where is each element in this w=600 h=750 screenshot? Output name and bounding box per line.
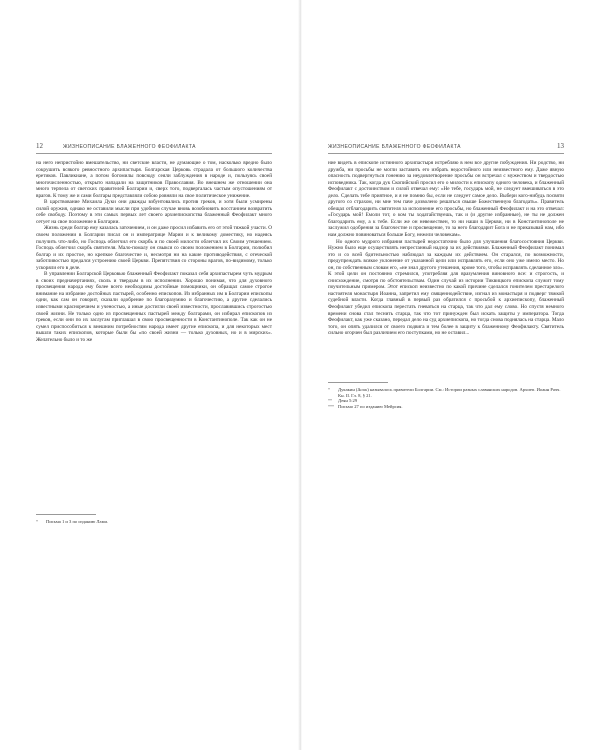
right-page-number: 13	[557, 142, 564, 150]
paragraph: Но одного мудрого избрания пастырей недостаточно было для улучшения благосостояния Церкви. Нужно было еще осуществлять непрестанный надзор за их действиями. Блаженный Феофилакт понимал это и со всей бдительностью наблюдал за каждым их действием. Он старался, по возможности, предупреждать всякое уклонение от указанной цели или исправлять его, если оно уже имело место. Но он, по собственным словам его, «не знал другого утешения, кроме того, чтобы исправлять сделанное зло». К этой цели он постоянно стремился, употребляя для вразумления виновного все: и строгость, и снисхождение, смотря по обстоятельствам. Один случай из истории Тиквицкого епископа служит тому поучительным примером. Этот епископ неизвестно по какой причине сделался гонителем престарелого настоятеля монастыря Иоанна, запретил ему священнодействие, изгнал из монастыря и подверг тяжкой судебной власти. Когда главный в первый раз обратился с просьбой к архиепископу, блаженный Феофилакт убедил епископа перестать гневаться на старца, так что дал ему слово. Но спустя немного времени снова стал теснить старца, так что тот принужден был искать защиты у императора. Тогда Феофилакт, как уже сказано, передал дело на суд архиепископа, но тогда снова поднялась на старца. Мало того, он опять удалился от своего подвига и тем более в защиту к блаженному Феофилакту. Святитель сильно огорчен был различием его поступками, но не оставил...	[328, 238, 564, 337]
footnote	[328, 404, 564, 410]
right-running-title: ЖИЗНЕОПИСАНИЕ БЛАЖЕННОГО ФЕОФИЛАКТА	[328, 144, 461, 150]
paragraph: В управлении Болгарской Церковью блаженный Феофилакт показал себя архипастырем чуть мудрым в своих предначертаниях, сколь и твердым в их исполнении. Хорошо понимая, что для духовного просвещения народа ему более всего необходимы достойные помощники, он обращал самое строгое внимание на избрание достойных пастырей, особенно епископов. Из избранных им в Болгарии епископы одни, как сам он говорит, сказали одобрение по благоразумию и благочестию, а другие сделались известными красноречием и ученостью, а иные достигли своей известности, прославившись строгостью своей жизни. Не только одно из просвещенных пастырей между болгарами, он избирал епископов из греков, если они по их заслугам приглашал в свою просвещенности в Константинополе. Так как он не сумел приспособиться к внешним потребностям народа имеет другие епископа, и для некоторых мест вышли таких епископов, которые были бы «по своей жизни — только духовных, но и в мирских». Желательно было и то же	[36, 271, 272, 343]
footnote-text: Письма 1 и 3 по изданию Лами.	[46, 519, 109, 524]
right-footnotes	[328, 382, 564, 409]
footnote-mark: *	[328, 387, 330, 392]
footnote-mark: ***	[328, 403, 334, 409]
footnote-rule	[36, 514, 96, 515]
right-running-head	[328, 142, 564, 154]
footnote-text: Письмо 27 по изданию Мейрсия.	[338, 403, 403, 409]
footnote-mark: *	[36, 519, 38, 524]
footnote-rule	[328, 382, 388, 383]
paragraph: Жизнь среди болгар ему казалась заточением, и он даже просил избавить его от этой тяжкой участи. О своем положении в Болгарии писал он и императрице Марии и к великому доместику, но надеясь получить что-либо, но Господь облегчил его скорбь и по своей милости облегчил их Своим утешением. Господь облегчил скорбь святителя. Мало-помалу он свыкся со своим положением в Болгарии, полюбил болгар и их простое, но крепкое благочестие и, несмотря ни на какие противодействия, с отеческой заботливостью предался устроению своей Церкви. Препятствия со стороны врагов, по-видимому, только ускоряли его в деле.	[36, 225, 272, 271]
right-body-text	[328, 160, 564, 337]
left-page	[36, 142, 272, 612]
paragraph: на него непристойно вмешательство, ни светские власти, не думающие о том, насколько вредно было сокрушить всякого ревностного архипастыря. Болгарская Церковь страдала от большого количества еретиков. Павликиане, а потом богомилы повсюду сеяли заблуждения в народе и, пользуясь своей многочисленностью, открыто нападали на защитников Православия. Во внешнем же отношении она много терпела от светских правителей Болгарии и, сверх того, подвергалась частым опустошениям от врагов. К тому же и сами болгары представляли собою ровняли на свое политическое унижение.	[36, 160, 272, 199]
left-page-number: 12	[36, 142, 43, 150]
footnote-mark: **	[328, 398, 332, 404]
right-page	[328, 142, 564, 612]
footnote-text: Деян 5:29	[338, 398, 358, 404]
left-footnotes	[36, 514, 272, 525]
footnote	[36, 519, 272, 525]
left-running-title: ЖИЗНЕОПИСАНИЕ БЛАЖЕННОГО ФЕОФИЛАКТА	[63, 144, 196, 150]
paragraph: ние видеть в епископе истинного архипастыря истребляю в нем все другие побуждения. Ни родство, ни дружба, ни просьбы не могли заставить его избрать недостойного или неизвестного ему. Даже явную опасность подвергнуться гонению за неудовлетворение просьбы он встречал с мужеством и твердостью исповедника. Так, когда дук Скопийский просил его о милости к епископу одного человека, и блаженный Феофилакт с достоинством и силой отвечал ему: «Не тебе, государь мой, не следует вмешиваться в это дело. Сделать тебе приятное, и я не помню бы, если не следует самое дело. Выбери кого-нибудь посвяти другого со страхом, ни мне тем паче дозволено решаться свыше Божественную благодать». Правитель обещал отблагодарить святителя за исполнение его просьбы, но блаженный Феофилакт и на это отвечал: «Государь мой! Емоли тот, о ком ты ходатайствуешь, так и (и другие избранные), не ты не должен благодарить ему, а к тебе. Если же он невежествен, то ни наши в Церкви, ни в Константинополе не заслужил одобрения за благочестие и просвещение, то за него благодарит Бога и не приказывай нам, ибо нам должно повиноваться больше Богу, нежели человекам».	[328, 160, 564, 239]
book-fold	[298, 0, 302, 750]
left-running-head	[36, 142, 272, 154]
footnote-text: Дукакин (Δουκ) называлось правители Болгарии. См.: Истории разных славянских народов. Архиеп. Иоанн Рачч. Кн. II. Гл. 8, § 21.	[338, 387, 561, 398]
paragraph: В царствование Михаила Дуки они дважды взбунтовались против греков, и хотя были усмирены силой оружия, однако не оставили мысли при удобном случае вновь возобновить восстанием возвратить себе свободу. Поэтому в эти самых первых лет своего архиепископства блаженный Феофилакт много сетует на свое положение в Болгарии.	[36, 199, 272, 225]
left-body-text	[36, 160, 272, 343]
footnote	[328, 387, 564, 398]
